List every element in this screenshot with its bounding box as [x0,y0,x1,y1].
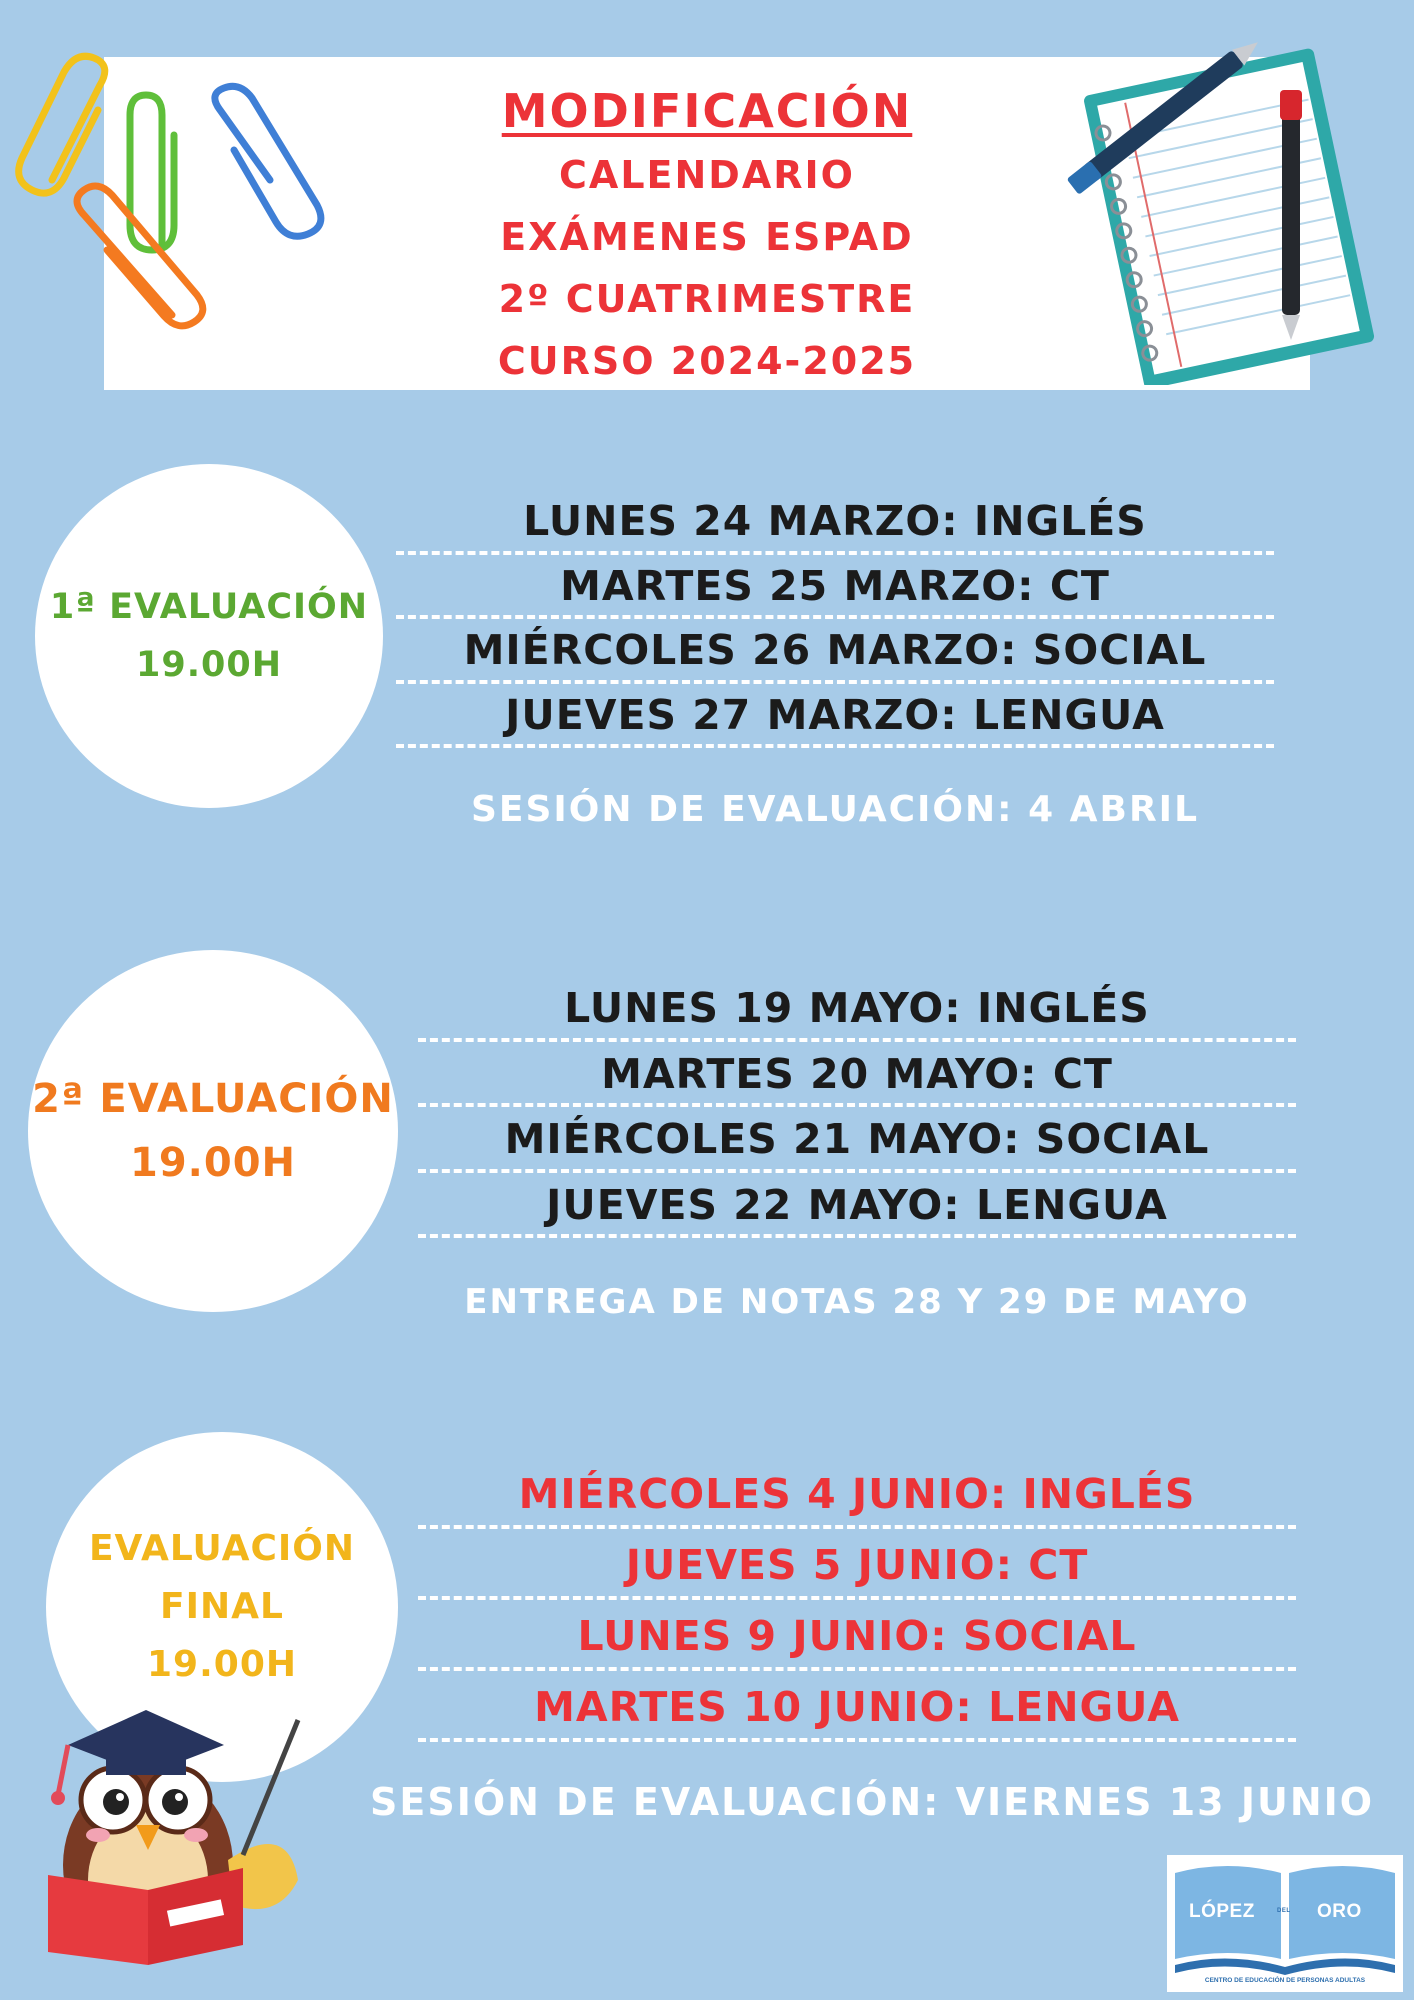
title-line-2: EXÁMENES ESPAD [500,215,914,259]
title-line-3: 2º CUATRIMESTRE [498,277,916,321]
notebook-pen-icon [1050,40,1395,385]
title-line-4: CURSO 2024-2025 [497,339,917,383]
title-line-1: CALENDARIO [559,153,855,197]
open-book-icon [1167,1855,1403,1992]
evaluation-2-badge [28,950,398,1312]
evaluation-1-time: 19.00H [136,645,282,685]
exam-item: JUEVES 5 JUNIO: CT [418,1529,1296,1600]
exam-item: MIÉRCOLES 26 MARZO: SOCIAL [396,619,1274,684]
evaluation-1-exam-list [396,490,1274,748]
page-title: MODIFICACIÓN [501,84,913,138]
evaluation-final-note: SESIÓN DE EVALUACIÓN: VIERNES 13 JUNIO [370,1780,1375,1824]
exam-item: MIÉRCOLES 4 JUNIO: INGLÉS [418,1458,1296,1529]
evaluation-2-name: 2ª EVALUACIÓN [32,1076,394,1122]
exam-item: LUNES 9 JUNIO: SOCIAL [418,1600,1296,1671]
logo-middle-word: DEL [1277,1908,1291,1914]
evaluation-final-exam-list [418,1458,1296,1742]
evaluation-final-name-line-2: FINAL [160,1586,284,1627]
exam-item: JUEVES 27 MARZO: LENGUA [396,684,1274,749]
evaluation-1-badge [35,464,383,808]
evaluation-2-note: ENTREGA DE NOTAS 28 Y 29 DE MAYO [464,1282,1250,1322]
exam-item: MIÉRCOLES 21 MAYO: SOCIAL [418,1107,1296,1173]
logo-right-word: ORO [1317,1901,1362,1922]
evaluation-final-name-line-1: EVALUACIÓN [88,1528,356,1569]
lopez-del-oro-logo [1167,1855,1403,1992]
exam-item: JUEVES 22 MAYO: LENGUA [418,1173,1296,1239]
exam-item: MARTES 10 JUNIO: LENGUA [418,1671,1296,1742]
exam-item: MARTES 25 MARZO: CT [396,555,1274,620]
logo-left-word: LÓPEZ [1189,1901,1255,1922]
exam-item: LUNES 24 MARZO: INGLÉS [396,490,1274,555]
evaluation-2-exam-list [418,976,1296,1238]
evaluation-1-name: 1ª EVALUACIÓN [49,587,369,627]
exam-item: LUNES 19 MAYO: INGLÉS [418,976,1296,1042]
evaluation-2-time: 19.00H [130,1140,296,1186]
exam-item: MARTES 20 MAYO: CT [418,1042,1296,1108]
logo-subtitle: CENTRO DE EDUCACIÓN DE PERSONAS ADULTAS [1204,1977,1366,1984]
owl-graduate-icon [28,1690,318,1970]
evaluation-final-time: 19.00H [147,1644,297,1685]
evaluation-1-note: SESIÓN DE EVALUACIÓN: 4 ABRIL [470,789,1200,830]
